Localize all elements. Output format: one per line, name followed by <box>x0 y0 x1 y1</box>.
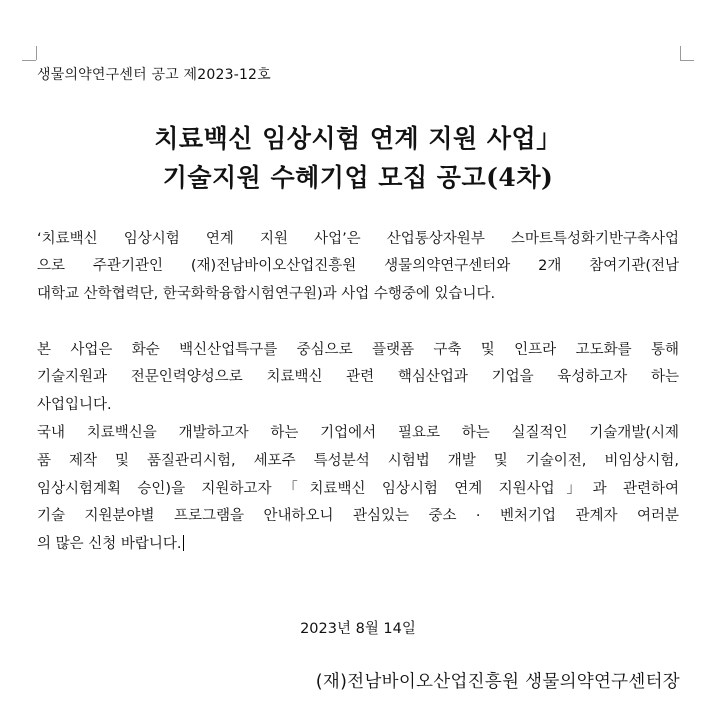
paragraph-3-line: 국내 치료백신을 개발하고자 하는 기업에서 필요로 하는 실질적인 기술개발(시제 <box>37 425 679 441</box>
crop-mark-top-right-v <box>680 46 681 60</box>
paragraph-3-line: 품 제작 및 품질관리시험, 세포주 특성분석 시험법 개발 및 기술이전, 비임상시험, <box>37 453 679 469</box>
title-line-2: 기술지원 수혜기업 모집 공고(4차) <box>162 163 554 192</box>
paragraph-3-line: 기술 지원분야별 프로그램을 안내하오니 관심있는 중소 · 벤처기업 관계자 여러분 <box>37 508 679 524</box>
paragraph-1-line: 으로 주관기관인 (재)전남바이오산업진흥원 생물의약연구센터와 2개 참여기관(전남 <box>37 258 679 274</box>
text-cursor <box>183 535 184 551</box>
paragraph-3-last-line <box>37 534 679 554</box>
paragraph-3-line: 의 많은 신청 바랍니다. <box>37 536 182 552</box>
paragraph-2-line: 본 사업은 화순 백신산업특구를 중심으로 플랫폼 구축 및 인프라 고도화를 통해 <box>37 342 679 358</box>
crop-mark-top-right-h <box>680 60 694 61</box>
crop-mark-top-left-h <box>22 60 36 61</box>
paragraph-2-line: 사업입니다. <box>37 397 112 413</box>
title-line-1: 치료백신 임상시험 연계 지원 사업」 <box>154 124 562 153</box>
crop-mark-top-left-v <box>36 46 37 60</box>
paragraph-1-line: 대학교 산학협력단, 한국화학융합시험연구원)과 사업 수행중에 있습니다. <box>37 286 496 302</box>
paragraph-1-line: ‘치료백신 임상시험 연계 지원 사업’은 산업통상자원부 스마트특성화기반구축사업 <box>37 231 679 247</box>
signer-name: (재)전남바이오산업진흥원 생물의약연구센터장 <box>315 672 680 692</box>
paragraph-2-line: 기술지원과 전문인력양성으로 치료백신 관련 핵심산업과 기업을 육성하고자 하는 <box>37 369 679 385</box>
paragraph-3-line: 임상시험계획 승인)을 지원하고자「치료백신 임상시험 연계 지원사업」과 관련하여 <box>37 481 679 497</box>
notice-date: 2023년 8월 14일 <box>300 621 416 637</box>
notice-number: 생물의약연구센터 공고 제2023-12호 <box>37 67 271 83</box>
